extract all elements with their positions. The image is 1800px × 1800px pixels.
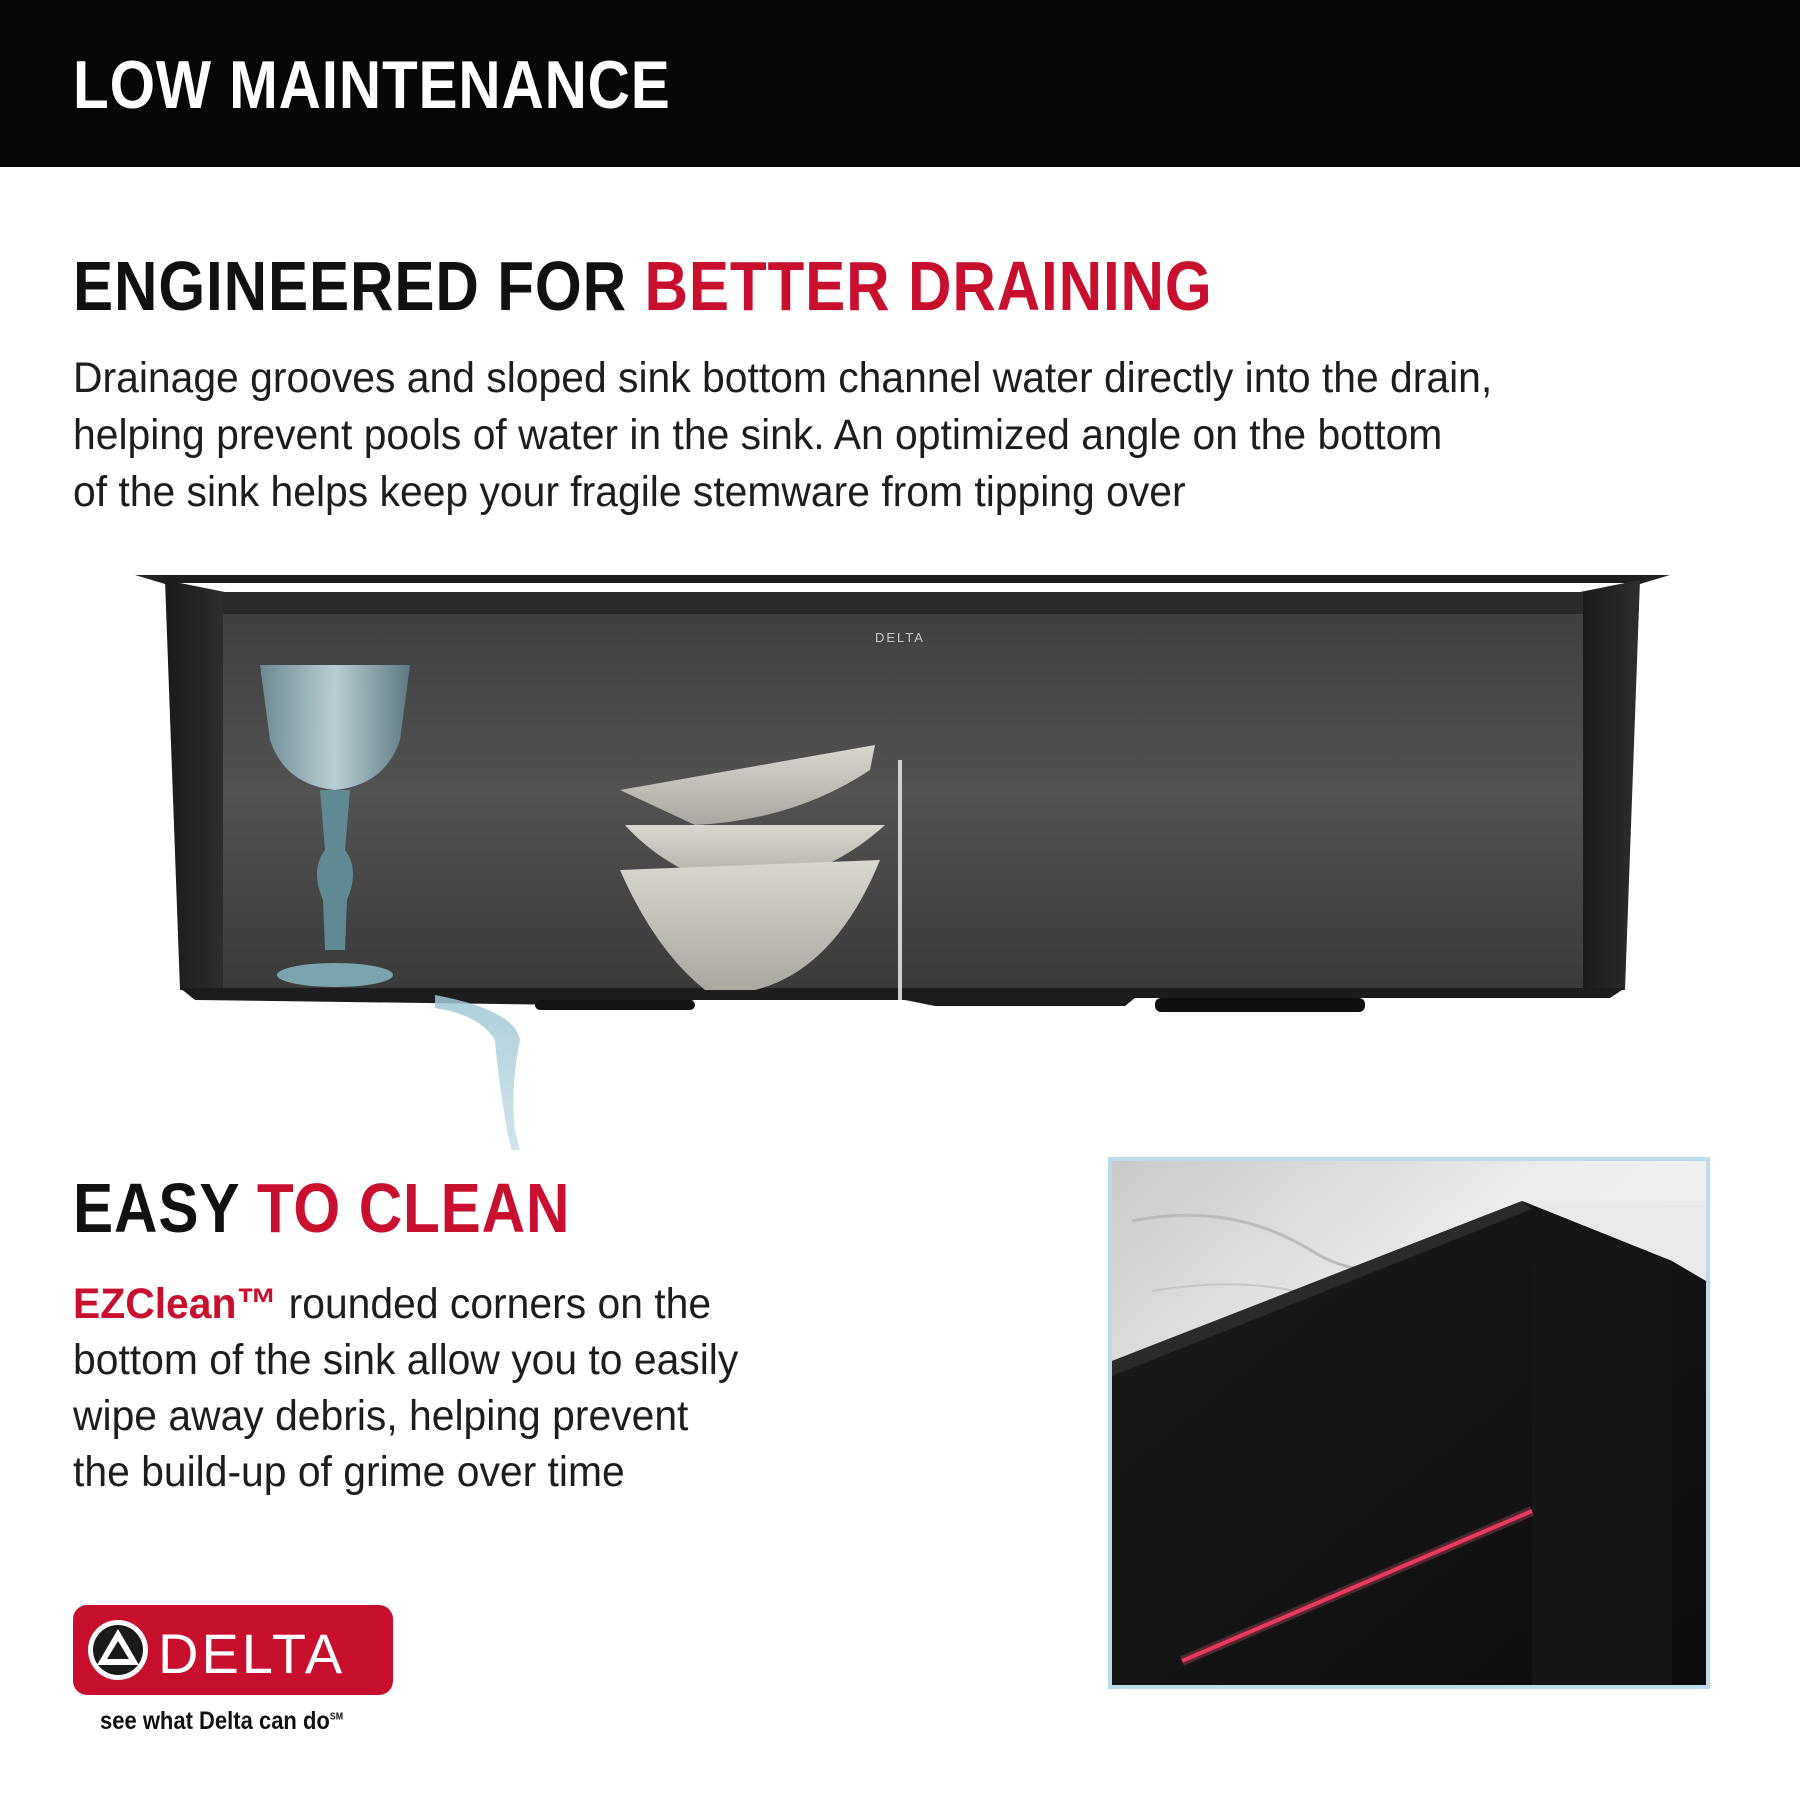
sink-bottom [180, 988, 1625, 1006]
sink-right-wall [1580, 580, 1640, 990]
section-heading-draining [73, 246, 1213, 326]
heading-black-part: ENGINEERED FOR [73, 247, 627, 325]
description-line: of the sink helps keep your fragile stemware from tipping over [73, 468, 1186, 516]
section-heading-clean [73, 1168, 570, 1248]
description-line: bottom of the sink allow you to easily [73, 1336, 739, 1384]
drain-left [535, 1000, 695, 1010]
clean-description [73, 1276, 833, 1500]
draining-description [73, 350, 1688, 521]
tagline-text: see what Delta can do [100, 1707, 330, 1735]
water-stream [435, 995, 545, 1150]
sink-product-image [135, 570, 1670, 1150]
description-line: Drainage grooves and sloped sink bottom channel water directly into the drain, [73, 354, 1493, 402]
page-title: LOW MAINTENANCE [73, 47, 671, 123]
tagline-servicemark: SM [329, 1711, 344, 1723]
sink-brand-mark: DELTA [875, 630, 925, 645]
description-line: the build-up of grime over time [73, 1448, 625, 1496]
description-line [73, 1276, 833, 1332]
heading-black-part: EASY [73, 1169, 240, 1247]
heading-red-part: BETTER DRAINING [644, 247, 1213, 325]
delta-triangle-icon [87, 1619, 149, 1681]
logo-wordmark: DELTA [158, 1622, 346, 1685]
sink-corner-photo [1108, 1157, 1710, 1689]
sink-top-rim [163, 575, 1643, 583]
sink-left-wall [165, 580, 225, 990]
header-bar [0, 0, 1800, 167]
sink-back-wall [223, 592, 1583, 992]
description-fragment: rounded corners on the [277, 1280, 712, 1328]
sink-divider [898, 760, 902, 1000]
logo-tagline [100, 1707, 343, 1736]
drain-right [1155, 998, 1365, 1012]
ezclean-highlight: EZClean™ [73, 1280, 278, 1328]
description-line: helping prevent pools of water in the sink. An optimized angle on the bottom [73, 411, 1443, 459]
heading-red-part: TO CLEAN [256, 1169, 571, 1247]
description-line: wipe away debris, helping prevent [73, 1392, 689, 1440]
delta-logo [73, 1605, 393, 1695]
